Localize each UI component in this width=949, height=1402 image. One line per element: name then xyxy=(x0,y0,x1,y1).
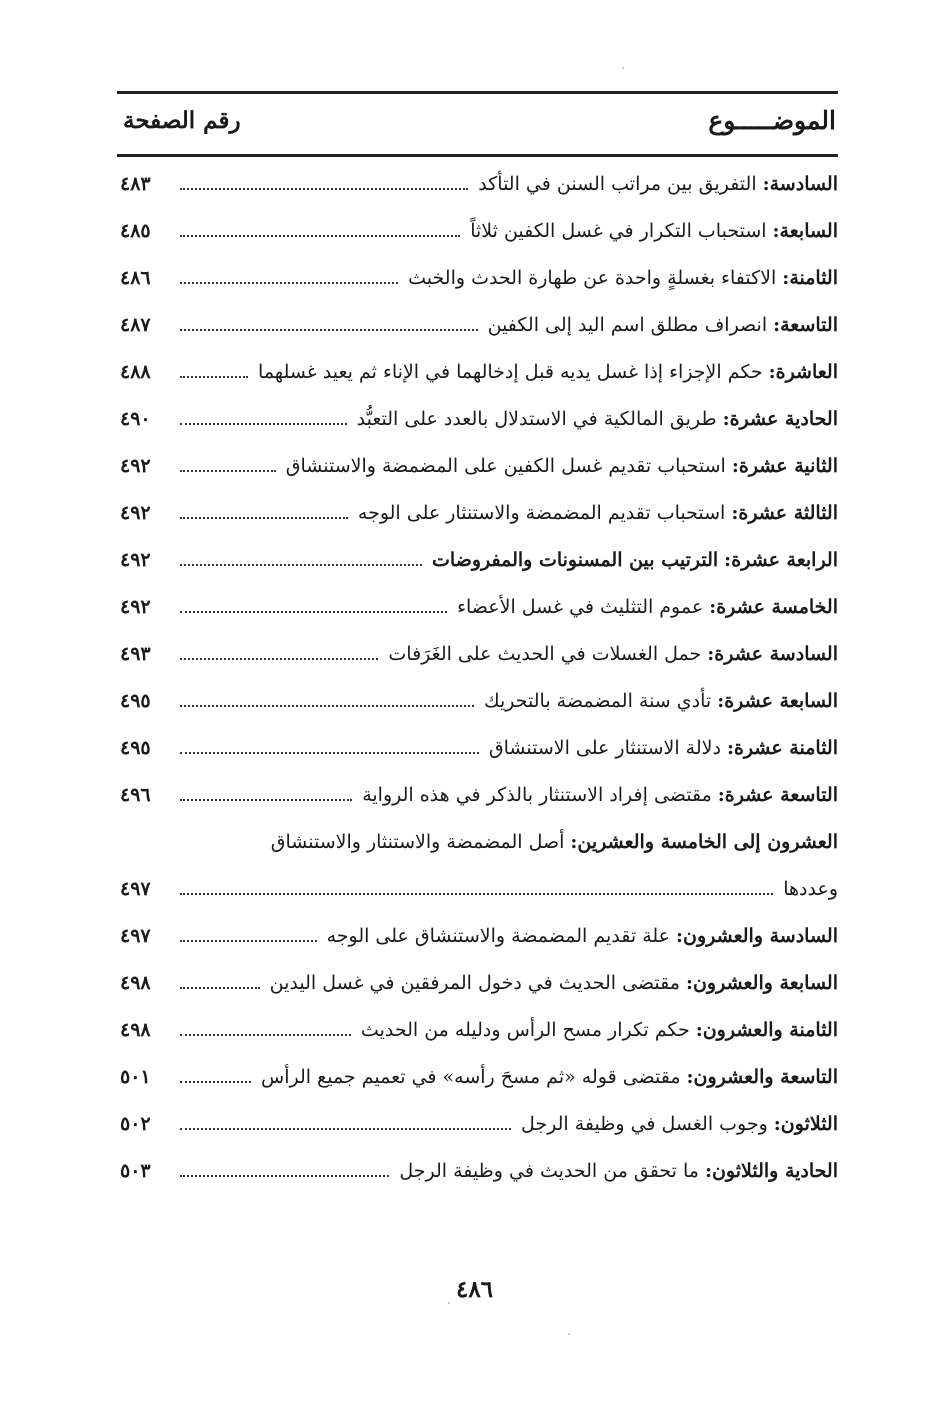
toc-entry xyxy=(120,301,838,348)
dot-leader xyxy=(180,282,398,284)
dot-leader xyxy=(180,799,352,801)
toc-entry xyxy=(120,677,838,724)
toc-entry xyxy=(120,959,838,1006)
dot-leader xyxy=(180,188,468,190)
entry-colon: : xyxy=(731,454,739,477)
entry-title: عموم التثليث في غسل الأعضاء xyxy=(457,595,704,618)
entry-title: الاكتفاء بغسلةٍ واحدة عن طهارة الحدث والخبث xyxy=(408,266,777,289)
entry-page-number: ٤٨٦ xyxy=(120,266,151,289)
dot-leader xyxy=(180,329,478,331)
entry-title: مقتضى الحديث في دخول المرفقين في غسل اليدين xyxy=(269,971,680,994)
dot-leader xyxy=(180,940,317,942)
entry-colon: : xyxy=(685,971,693,994)
toc-entry xyxy=(120,395,838,442)
toc-entry-continuation xyxy=(120,865,838,912)
dot-leader xyxy=(180,1034,351,1036)
entry-colon: : xyxy=(726,736,734,759)
dot-leader xyxy=(180,1175,389,1177)
entry-colon: : xyxy=(722,407,730,430)
toc-entry xyxy=(120,630,838,677)
toc-entry xyxy=(120,536,838,583)
toc-entry xyxy=(120,583,838,630)
entry-colon: : xyxy=(686,1065,694,1088)
entry-title: وعددها xyxy=(783,877,838,900)
toc-entry xyxy=(120,442,838,489)
entry-title: تأدي سنة المضمضة بالتحريك xyxy=(483,689,712,712)
entry-title: ما تحقق من الحديث في وظيفة الرجل xyxy=(399,1159,699,1182)
entry-title: مقتضى إفراد الاستنثار بالذكر في هذه الرواية xyxy=(362,783,712,806)
entry-ordinal: الثلاثون xyxy=(780,1112,838,1135)
entry-page-number: ٤٨٧ xyxy=(120,313,151,336)
dot-leader xyxy=(180,376,248,378)
entry-title: دلالة الاستنثار على الاستنشاق xyxy=(488,736,721,759)
paper-speck xyxy=(622,67,624,69)
entry-page-number: ٥٠١ xyxy=(120,1065,151,1088)
entry-colon: : xyxy=(772,219,780,242)
entry-colon: : xyxy=(782,266,790,289)
dot-leader xyxy=(180,423,347,425)
entry-page-number: ٤٨٨ xyxy=(120,360,151,383)
toc-entry xyxy=(120,207,838,254)
entry-colon: : xyxy=(709,595,717,618)
entry-page-number: ٤٩٢ xyxy=(120,454,151,477)
toc-entry xyxy=(120,1053,838,1100)
entry-ordinal: السابعة والعشرون xyxy=(692,971,838,994)
entry-page-number: ٤٩٢ xyxy=(120,501,151,524)
table-of-contents xyxy=(120,160,838,1194)
entry-ordinal: التاسعة والعشرون xyxy=(693,1065,838,1088)
entry-ordinal: الثامنة عشرة xyxy=(733,736,838,759)
header-bottom-rule xyxy=(117,154,838,157)
entry-page-number: ٤٩٠ xyxy=(120,407,151,430)
subject-column-heading: الموضـــــوع xyxy=(708,106,836,135)
toc-entry xyxy=(120,912,838,959)
entry-page-number: ٥٠٢ xyxy=(120,1112,151,1135)
entry-ordinal: العشرون إلى الخامسة والعشرين xyxy=(577,830,838,853)
entry-title: حمل الغسلات في الحديث على الغَرَفات xyxy=(388,642,702,665)
entry-colon: : xyxy=(717,689,725,712)
paper-speck xyxy=(448,1302,450,1304)
toc-entry xyxy=(120,1147,838,1194)
dot-leader xyxy=(180,611,447,613)
entry-page-number: ٤٩٥ xyxy=(120,689,151,712)
entry-ordinal: السادسة عشرة xyxy=(714,642,838,665)
entry-ordinal: الحادية عشرة xyxy=(729,407,838,430)
entry-ordinal: العاشرة xyxy=(775,360,838,383)
entry-page-number: ٤٩٨ xyxy=(120,1018,151,1041)
entry-title: مقتضى قوله «ثم مسحَ رأسه» في تعميم جميع الرأس xyxy=(261,1065,681,1088)
entry-title: حكم الإجزاء إذا غسل يديه قبل إدخالهما في الإناء ثم يعيد غسلهما xyxy=(258,360,763,383)
entry-title: حكم تكرار مسح الرأس ودليله من الحديث xyxy=(360,1018,690,1041)
entry-title: انصراف مطلق اسم اليد إلى الكفين xyxy=(487,313,768,336)
entry-ordinal: السادسة والعشرون xyxy=(683,924,838,947)
dot-leader xyxy=(180,658,378,660)
entry-colon: : xyxy=(773,1112,781,1135)
entry-ordinal: السابعة xyxy=(779,219,838,242)
entry-page-number: ٤٩٣ xyxy=(120,642,151,665)
entry-colon: : xyxy=(695,1018,703,1041)
entry-page-number: ٤٩٦ xyxy=(120,783,151,806)
entry-ordinal: الحادية والثلاثون xyxy=(711,1159,838,1182)
entry-colon: : xyxy=(717,783,725,806)
entry-colon: : xyxy=(768,360,776,383)
entry-page-number: ٤٨٣ xyxy=(120,172,151,195)
toc-entry xyxy=(120,771,838,818)
entry-title: وجوب الغسل في وظيفة الرجل xyxy=(520,1112,768,1135)
entry-page-number: ٤٩٧ xyxy=(120,877,151,900)
entry-title: أصل المضمضة والاستنثار والاستنشاق xyxy=(270,830,565,853)
dot-leader xyxy=(180,1081,251,1083)
entry-title: الترتيب بين المسنونات والمفروضات xyxy=(432,548,719,571)
entry-ordinal: التاسعة xyxy=(780,313,838,336)
entry-colon: : xyxy=(773,313,781,336)
entry-colon: : xyxy=(704,1159,712,1182)
entry-ordinal: الثالثة عشرة xyxy=(738,501,838,524)
entry-ordinal: التاسعة عشرة xyxy=(724,783,838,806)
dot-leader xyxy=(180,1128,511,1130)
toc-entry xyxy=(120,489,838,536)
entry-colon: : xyxy=(762,172,770,195)
dot-leader xyxy=(180,752,479,754)
entry-page-number: ٤٩٢ xyxy=(120,548,151,571)
entry-page-number: ٤٩٥ xyxy=(120,736,151,759)
entry-title: استحباب التكرار في غسل الكفين ثلاثاً xyxy=(470,219,767,242)
toc-entry xyxy=(120,818,838,865)
entry-title: استحباب تقديم غسل الكفين على المضمضة والاستنشاق xyxy=(285,454,726,477)
entry-ordinal: الثانية عشرة xyxy=(738,454,838,477)
entry-colon: : xyxy=(724,548,732,571)
entry-ordinal: الثامنة والعشرون xyxy=(702,1018,838,1041)
toc-entry xyxy=(120,160,838,207)
paper-speck xyxy=(568,1333,570,1335)
entry-page-number: ٤٩٧ xyxy=(120,924,151,947)
entry-page-number: ٤٨٥ xyxy=(120,219,151,242)
dot-leader xyxy=(180,564,422,566)
entry-ordinal: السابعة عشرة xyxy=(724,689,838,712)
header-top-rule xyxy=(117,91,838,94)
toc-entry xyxy=(120,724,838,771)
entry-ordinal: الرابعة عشرة xyxy=(731,548,838,571)
page-number: ٤٨٦ xyxy=(455,1276,494,1303)
entry-page-number: ٤٩٢ xyxy=(120,595,151,618)
entry-title: استحباب تقديم المضمضة والاستنثار على الوجه xyxy=(357,501,726,524)
entry-colon: : xyxy=(570,830,578,853)
table-header xyxy=(117,96,838,150)
entry-title: التفريق بين مراتب السنن في التأكد xyxy=(478,172,757,195)
toc-entry xyxy=(120,254,838,301)
dot-leader xyxy=(180,987,260,989)
page-column-heading: رقم الصفحة xyxy=(123,107,241,134)
entry-title: طريق المالكية في الاستدلال بالعدد على التعبُّد xyxy=(356,407,717,430)
dot-leader xyxy=(180,517,348,519)
entry-ordinal: الخامسة عشرة xyxy=(716,595,838,618)
entry-colon: : xyxy=(731,501,739,524)
entry-colon: : xyxy=(676,924,684,947)
dot-leader xyxy=(180,705,474,707)
dot-leader xyxy=(180,235,460,237)
dot-leader xyxy=(180,893,773,895)
entry-title: علة تقديم المضمضة والاستنشاق على الوجه xyxy=(326,924,671,947)
entry-page-number: ٥٠٣ xyxy=(120,1159,151,1182)
toc-entry xyxy=(120,348,838,395)
toc-entry xyxy=(120,1100,838,1147)
entry-ordinal: السادسة xyxy=(769,172,838,195)
dot-leader xyxy=(180,470,276,472)
entry-page-number: ٤٩٨ xyxy=(120,971,151,994)
entry-colon: : xyxy=(707,642,715,665)
entry-ordinal: الثامنة xyxy=(789,266,838,289)
toc-entry xyxy=(120,1006,838,1053)
